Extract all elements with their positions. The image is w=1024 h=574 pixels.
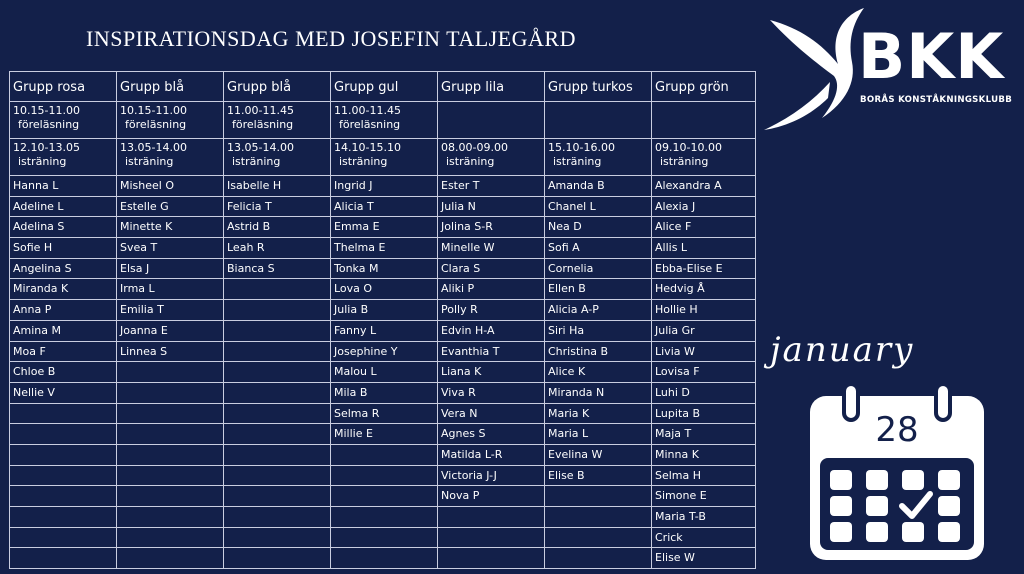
lecture-activity: föreläsning: [232, 118, 294, 131]
lecture-time-cell: [117, 102, 224, 139]
table-row: [10, 527, 756, 548]
member-cell: Edvin H-A: [438, 320, 545, 341]
member-cell: Siri Ha: [545, 320, 652, 341]
ice-time: 12.10-13.05: [13, 141, 80, 154]
lecture-time: 10.15-11.00: [120, 104, 187, 117]
member-cell: Vera N: [438, 403, 545, 424]
ice-time-cell: [438, 139, 545, 176]
member-cell: Julia N: [438, 196, 545, 217]
member-cell: Lupita B: [652, 403, 756, 424]
member-cell: Thelma E: [331, 238, 438, 259]
ice-time: 14.10-15.10: [334, 141, 401, 154]
member-cell: Polly R: [438, 300, 545, 321]
member-cell: [117, 548, 224, 569]
table-row: [10, 341, 756, 362]
table-row: [10, 238, 756, 259]
member-cell: Svea T: [117, 238, 224, 259]
member-cell: [224, 465, 331, 486]
member-cell: Lovisa F: [652, 362, 756, 383]
ice-time: 15.10-16.00: [548, 141, 615, 154]
member-cell: [331, 507, 438, 528]
member-cell: [117, 486, 224, 507]
member-cell: [331, 465, 438, 486]
member-cell: Josephine Y: [331, 341, 438, 362]
member-cell: Ellen B: [545, 279, 652, 300]
member-cell: Nea D: [545, 217, 652, 238]
lecture-activity: föreläsning: [18, 118, 80, 131]
ice-activity: isträning: [18, 155, 67, 168]
member-cell: Mila B: [331, 382, 438, 403]
ice-time-cell: [331, 139, 438, 176]
member-cell: Moa F: [10, 341, 117, 362]
member-cell: [224, 362, 331, 383]
member-cell: [545, 548, 652, 569]
ice-time-row: [10, 139, 756, 176]
member-cell: Cornelia: [545, 258, 652, 279]
member-cell: Nova P: [438, 486, 545, 507]
member-cell: Agnes S: [438, 424, 545, 445]
member-cell: Estelle G: [117, 196, 224, 217]
member-cell: Allis L: [652, 238, 756, 259]
ice-activity: isträning: [553, 155, 602, 168]
member-cell: Emilia T: [117, 300, 224, 321]
ice-activity: isträning: [232, 155, 281, 168]
member-cell: Viva R: [438, 382, 545, 403]
ice-activity: isträning: [125, 155, 174, 168]
member-cell: Aliki P: [438, 279, 545, 300]
member-cell: Luhi D: [652, 382, 756, 403]
member-cell: [224, 507, 331, 528]
member-cell: [10, 507, 117, 528]
member-cell: Alice F: [652, 217, 756, 238]
group-header: Grupp blå: [224, 72, 331, 102]
member-cell: Minelle W: [438, 238, 545, 259]
member-cell: Alicia T: [331, 196, 438, 217]
lecture-time: 10.15-11.00: [13, 104, 80, 117]
table-row: [10, 196, 756, 217]
table-row: [10, 403, 756, 424]
member-cell: Victoria J-J: [438, 465, 545, 486]
member-cell: Emma E: [331, 217, 438, 238]
member-cell: [10, 403, 117, 424]
member-cell: Maria T-B: [652, 507, 756, 528]
lecture-time-cell: [545, 102, 652, 139]
member-cell: [224, 320, 331, 341]
table-row: [10, 217, 756, 238]
member-cell: Elise B: [545, 465, 652, 486]
member-cell: Fanny L: [331, 320, 438, 341]
member-cell: Selma R: [331, 403, 438, 424]
member-cell: Maja T: [652, 424, 756, 445]
member-cell: Minna K: [652, 444, 756, 465]
member-cell: Millie E: [331, 424, 438, 445]
ice-time-cell: [652, 139, 756, 176]
month-label: january: [770, 330, 915, 370]
member-cell: [224, 548, 331, 569]
ice-time: 09.10-10.00: [655, 141, 722, 154]
member-cell: [117, 527, 224, 548]
member-cell: [224, 444, 331, 465]
member-cell: Amina M: [10, 320, 117, 341]
member-cell: [438, 548, 545, 569]
member-cell: [10, 444, 117, 465]
member-cell: [331, 548, 438, 569]
member-cell: Miranda K: [10, 279, 117, 300]
member-cell: [224, 486, 331, 507]
member-cell: [117, 465, 224, 486]
table-row: [10, 176, 756, 197]
table-row: [10, 320, 756, 341]
member-cell: Matilda L-R: [438, 444, 545, 465]
member-cell: Minette K: [117, 217, 224, 238]
lecture-activity: föreläsning: [339, 118, 401, 131]
member-cell: Adelina S: [10, 217, 117, 238]
member-cell: Ebba-Elise E: [652, 258, 756, 279]
member-cell: [545, 507, 652, 528]
lecture-activity: föreläsning: [125, 118, 187, 131]
table-row: [10, 548, 756, 569]
member-cell: [331, 444, 438, 465]
member-cell: [224, 341, 331, 362]
member-cell: Evelina W: [545, 444, 652, 465]
member-cell: Hollie H: [652, 300, 756, 321]
group-schedule-table: [9, 71, 756, 569]
table-row: [10, 362, 756, 383]
group-header: Grupp grön: [652, 72, 756, 102]
table-row: [10, 300, 756, 321]
member-cell: Miranda N: [545, 382, 652, 403]
member-cell: Elise W: [652, 548, 756, 569]
ice-time-cell: [224, 139, 331, 176]
member-cell: [224, 424, 331, 445]
table-row: [10, 465, 756, 486]
calendar-icon: [806, 384, 988, 564]
member-cell: Liana K: [438, 362, 545, 383]
member-cell: Crick: [652, 527, 756, 548]
member-cell: Felicia T: [224, 196, 331, 217]
member-cell: Isabelle H: [224, 176, 331, 197]
member-cell: Joanna E: [117, 320, 224, 341]
member-cell: Astrid B: [224, 217, 331, 238]
table-row: [10, 507, 756, 528]
header-row: [10, 72, 756, 102]
ice-time: 13.05-14.00: [227, 141, 294, 154]
member-cell: Bianca S: [224, 258, 331, 279]
group-header: Grupp lila: [438, 72, 545, 102]
lecture-time-cell: [652, 102, 756, 139]
member-cell: Malou L: [331, 362, 438, 383]
table-row: [10, 486, 756, 507]
ice-activity: isträning: [339, 155, 388, 168]
member-cell: [224, 300, 331, 321]
member-cell: Ester T: [438, 176, 545, 197]
table-row: [10, 258, 756, 279]
table-row: [10, 444, 756, 465]
member-cell: Chloe B: [10, 362, 117, 383]
table-row: [10, 382, 756, 403]
member-cell: Adeline L: [10, 196, 117, 217]
group-header: Grupp gul: [331, 72, 438, 102]
lecture-time-cell: [438, 102, 545, 139]
member-cell: [10, 548, 117, 569]
group-header: Grupp turkos: [545, 72, 652, 102]
member-cell: Alicia A-P: [545, 300, 652, 321]
lecture-time-cell: [224, 102, 331, 139]
member-cell: Maria K: [545, 403, 652, 424]
member-cell: [438, 507, 545, 528]
member-cell: Sofi A: [545, 238, 652, 259]
member-cell: Clara S: [438, 258, 545, 279]
member-cell: [117, 382, 224, 403]
member-cell: Misheel O: [117, 176, 224, 197]
ice-time: 08.00-09.00: [441, 141, 508, 154]
member-cell: [331, 486, 438, 507]
member-cell: Julia B: [331, 300, 438, 321]
member-cell: Alexia J: [652, 196, 756, 217]
member-cell: Julia Gr: [652, 320, 756, 341]
member-cell: [117, 424, 224, 445]
member-cell: Elsa J: [117, 258, 224, 279]
member-cell: [545, 486, 652, 507]
ice-time: 13.05-14.00: [120, 141, 187, 154]
member-cell: Jolina S-R: [438, 217, 545, 238]
member-cell: Linnea S: [117, 341, 224, 362]
member-cell: Selma H: [652, 465, 756, 486]
member-cell: Hedvig Å: [652, 279, 756, 300]
table-row: [10, 424, 756, 445]
member-cell: [10, 465, 117, 486]
member-cell: [10, 486, 117, 507]
group-header: Grupp rosa: [10, 72, 117, 102]
member-cell: [224, 382, 331, 403]
member-cell: Anna P: [10, 300, 117, 321]
member-cell: [438, 527, 545, 548]
member-cell: [117, 403, 224, 424]
member-cell: Lova O: [331, 279, 438, 300]
member-cell: Maria L: [545, 424, 652, 445]
member-cell: [10, 527, 117, 548]
member-cell: [331, 527, 438, 548]
member-cell: Chanel L: [545, 196, 652, 217]
member-cell: [224, 527, 331, 548]
lecture-time-cell: [331, 102, 438, 139]
ice-time-cell: [117, 139, 224, 176]
lecture-time-row: [10, 102, 756, 139]
member-cell: Alice K: [545, 362, 652, 383]
member-cell: [545, 527, 652, 548]
member-cell: Nellie V: [10, 382, 117, 403]
ice-activity: isträning: [446, 155, 495, 168]
member-cell: Tonka M: [331, 258, 438, 279]
member-cell: Leah R: [224, 238, 331, 259]
member-cell: Irma L: [117, 279, 224, 300]
ice-time-cell: [545, 139, 652, 176]
member-cell: Christina B: [545, 341, 652, 362]
member-cell: Sofie H: [10, 238, 117, 259]
member-cell: Livia W: [652, 341, 756, 362]
member-cell: Ingrid J: [331, 176, 438, 197]
member-cell: Evanthia T: [438, 341, 545, 362]
member-cell: Alexandra A: [652, 176, 756, 197]
member-cell: Hanna L: [10, 176, 117, 197]
page-title: INSPIRATIONSDAG MED JOSEFIN TALJEGÅRD: [86, 26, 576, 51]
member-cell: [117, 507, 224, 528]
member-cell: [117, 362, 224, 383]
lecture-time-cell: [10, 102, 117, 139]
member-cell: [224, 279, 331, 300]
ice-time-cell: [10, 139, 117, 176]
member-cell: Angelina S: [10, 258, 117, 279]
lecture-time: 11.00-11.45: [227, 104, 294, 117]
member-cell: [224, 403, 331, 424]
member-cell: [117, 444, 224, 465]
club-name: BORÅS KONSTÅKNINGSKLUBB: [860, 95, 1013, 105]
bkk-logo: [760, 6, 1022, 146]
table-row: [10, 279, 756, 300]
member-cell: Simone E: [652, 486, 756, 507]
logo-letters: BKK: [858, 20, 1005, 93]
calendar-day: 28: [875, 410, 919, 450]
ice-activity: isträning: [660, 155, 709, 168]
member-cell: Amanda B: [545, 176, 652, 197]
member-cell: [10, 424, 117, 445]
group-header: Grupp blå: [117, 72, 224, 102]
lecture-time: 11.00-11.45: [334, 104, 401, 117]
